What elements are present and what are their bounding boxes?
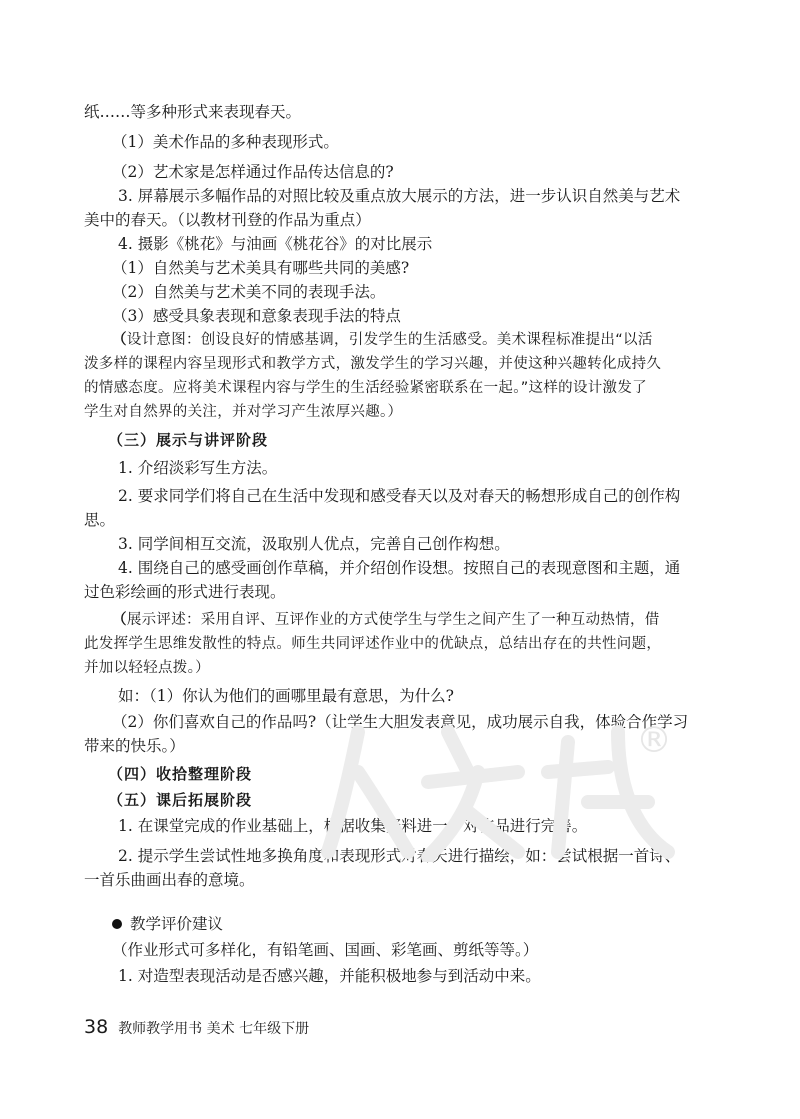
design-intent-text: 设计意图：创设良好的情感基调，引发学生的生活感受。美术课程标准提出“以活 xyxy=(126,332,653,348)
eval-heading xyxy=(112,914,223,934)
text-line: 如：（1）你认为他们的画哪里最有意思，为什么? xyxy=(118,687,454,705)
text-line: （1）美术作品的多种表现形式。 xyxy=(112,133,339,151)
page-footer xyxy=(84,1016,309,1038)
review-paren: （ xyxy=(112,612,127,628)
page-number: 38 xyxy=(84,1016,109,1038)
section-heading: （五）课后拓展阶段 xyxy=(108,791,253,809)
text-line: 过色彩绘画的形式进行表现。 xyxy=(84,583,286,601)
registered-mark: ® xyxy=(636,720,672,761)
eval-heading-text: 教学评价建议 xyxy=(130,915,224,933)
text-line: 1. 对造型表现活动是否感兴趣，并能积极地参与到活动中来。 xyxy=(118,967,541,985)
text-line: （作业形式可多样化，有铅笔画、国画、彩笔画、剪纸等等。） xyxy=(112,941,539,959)
text-line: 此发挥学生思维发散性的特点。师生共同评述作业中的优缺点，总结出存在的共性问题， xyxy=(84,636,662,652)
review-line xyxy=(112,610,660,630)
design-intent-paren: （ xyxy=(112,332,127,348)
text-line: 美中的春天。（以教材刊登的作品为重点） xyxy=(84,211,371,229)
design-intent-line xyxy=(112,330,653,350)
review-text: 展示评述：采用自评、互评作业的方式使学生与学生之间产生了一种互动热情，借 xyxy=(126,612,660,628)
text-line: 学生对自然界的关注，并对学习产生浓厚兴趣。） xyxy=(84,404,403,420)
text-line: 3. 同学间相互交流，汲取别人优点，完善自己创作构想。 xyxy=(118,535,510,553)
book-title: 教师教学用书 美术 七年级下册 xyxy=(118,1021,310,1037)
text-line: 一首乐曲画出春的意境。 xyxy=(84,871,255,889)
text-line: 2. 提示学生尝试性地多换角度和表现形式对春天进行描绘，如：尝试根据一首诗、 xyxy=(118,847,681,865)
text-line: 2. 要求同学们将自己在生活中发现和感受春天以及对春天的畅想形成自己的创作构 xyxy=(118,487,681,505)
text-line: 1. 介绍淡彩写生方法。 xyxy=(118,459,278,477)
text-line: 并加以轻轻点拨。） xyxy=(84,660,210,676)
section-heading: （四）收拾整理阶段 xyxy=(108,765,253,783)
text-line: （1）自然美与艺术美具有哪些共同的美感? xyxy=(112,259,410,277)
text-line: 3. 屏幕展示多幅作品的对照比较及重点放大展示的方法，进一步认识自然美与艺术 xyxy=(118,187,681,205)
text-line: （2）艺术家是怎样通过作品传达信息的? xyxy=(112,163,394,181)
text-line: 的情感态度。应将美术课程内容与学生的生活经验紧密联系在一起。”这样的设计激发了 xyxy=(84,380,647,396)
section-heading: （三）展示与讲评阶段 xyxy=(108,431,269,449)
text-line: 泼多样的课程内容呈现形式和教学方式，激发学生的学习兴趣，并使这种兴趣转化成持久 xyxy=(84,356,662,372)
publisher-watermark xyxy=(318,712,688,862)
text-line: （3）感受具象表现和意象表现手法的特点 xyxy=(112,307,401,325)
text-line: （2）你们喜欢自己的作品吗?（让学生大胆发表意见，成功展示自我，体验合作学习 xyxy=(112,713,689,731)
text-line: 1. 在课堂完成的作业基础上，根据收集资料进一步对作品进行完善。 xyxy=(118,817,588,835)
text-line: （2）自然美与艺术美不同的表现手法。 xyxy=(112,283,386,301)
text-line: 纸……等多种形式来表现春天。 xyxy=(84,103,302,121)
text-line: 带来的快乐。） xyxy=(84,737,185,755)
text-line: 4. 摄影《桃花》与油画《桃花谷》的对比展示 xyxy=(118,235,433,253)
bullet-icon xyxy=(112,919,122,929)
text-line: 4. 围绕自己的感受画创作草稿，并介绍创作设想。按照自己的表现意图和主题，通 xyxy=(118,559,681,577)
text-line: 思。 xyxy=(84,511,116,529)
